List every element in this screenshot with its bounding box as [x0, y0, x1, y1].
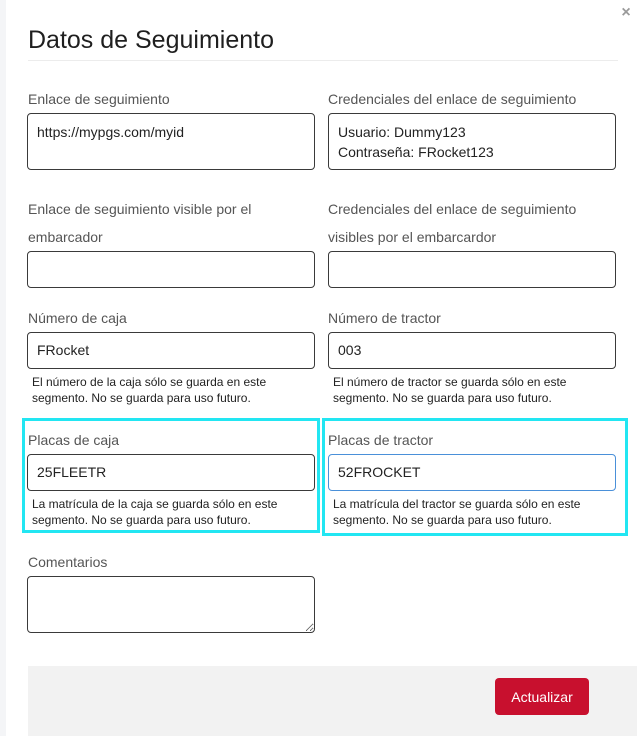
comments-textarea[interactable] — [27, 576, 315, 633]
comments-label: Comentarios — [28, 554, 108, 570]
shipper-tracking-credentials-label-line2: visibles por el embarcardor — [328, 229, 497, 245]
tracking-link-input[interactable] — [27, 113, 315, 170]
shipper-tracking-credentials-label — [328, 195, 576, 251]
tractor-number-label: Número de tractor — [328, 310, 441, 326]
tractor-plates-input[interactable] — [328, 454, 616, 491]
shipper-tracking-credentials-input[interactable] — [328, 251, 616, 288]
shipper-tracking-link-label-line1: Enlace de seguimiento visible por el — [28, 201, 252, 217]
box-plates-help: La matrícula de la caja se guarda sólo en este segmento. No se guarda para uso futuro. — [32, 497, 278, 527]
tractor-number-input[interactable] — [328, 332, 616, 369]
box-number-help: El número de la caja sólo se guarda en este segmento. No se guarda para uso futuro. — [32, 375, 267, 405]
update-button[interactable]: Actualizar — [495, 678, 589, 715]
tracking-data-modal — [6, 0, 637, 736]
close-icon[interactable]: × — [621, 4, 631, 21]
modal-title: Datos de Seguimiento — [28, 26, 274, 54]
box-plates-input[interactable] — [27, 454, 315, 491]
box-number-label: Número de caja — [28, 310, 127, 326]
shipper-tracking-credentials-label-line1: Credenciales del enlace de seguimiento — [328, 201, 577, 217]
tracking-credentials-input[interactable] — [328, 113, 616, 170]
tractor-plates-label: Placas de tractor — [328, 432, 434, 448]
tracking-link-label: Enlace de seguimiento — [28, 91, 170, 107]
tractor-plates-help: La matrícula del tractor se guarda sólo en este segmento. No se guarda para uso futuro. — [333, 497, 581, 527]
shipper-tracking-link-input[interactable] — [27, 251, 315, 288]
tractor-number-help: El número de tractor se guarda sólo en este segmento. No se guarda para uso futuro. — [333, 375, 567, 405]
shipper-tracking-link-label — [28, 195, 251, 251]
title-divider — [28, 60, 618, 61]
box-number-input[interactable] — [27, 332, 315, 369]
tracking-credentials-label: Credenciales del enlace de seguimiento — [328, 91, 577, 107]
shipper-tracking-link-label-line2: embarcador — [28, 229, 103, 245]
box-plates-label: Placas de caja — [28, 432, 120, 448]
